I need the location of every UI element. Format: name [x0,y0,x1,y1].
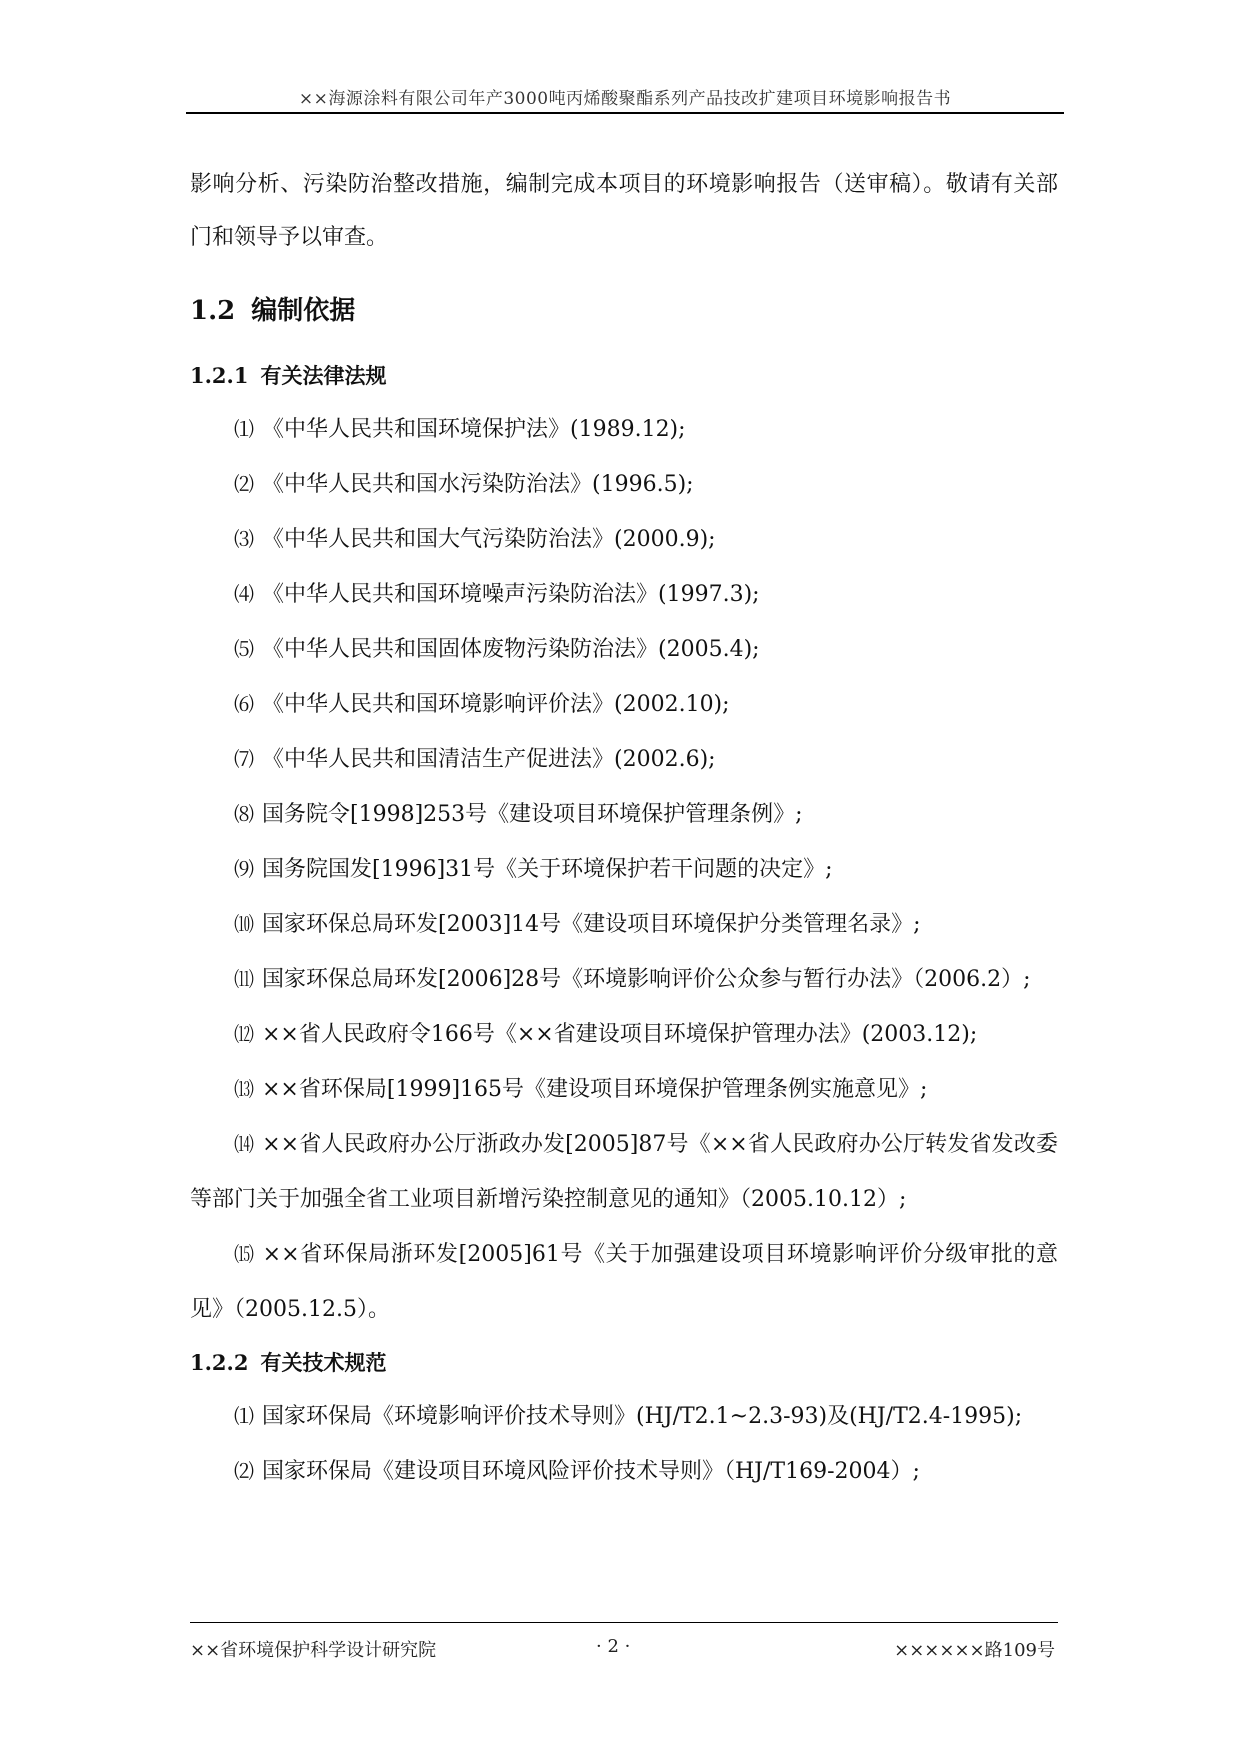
subsection-title: 有关技术规范 [260,1350,387,1375]
list-item [190,1227,1058,1337]
intro-paragraph: 影响分析、污染防治整改措施，编制完成本项目的环境影响报告（送审稿）。敬请有关部门和领导予以审查。 [190,172,1058,250]
section-title: 编制依据 [251,296,356,326]
item-marker: ⑷ [234,582,254,606]
item-text: 《中华人民共和国环境影响评价法》(2002.10); [262,692,730,717]
item-text: 《中华人民共和国固体废物污染防治法》(2005.4); [262,637,760,662]
item-text: 《中华人民共和国水污染防治法》(1996.5); [262,472,694,497]
item-marker: ⑴ [234,1404,254,1428]
item-text: 国务院国发[1996]31号《关于环境保护若干问题的决定》; [262,857,833,882]
item-text: 国家环保总局环发[2003]14号《建设项目环境保护分类管理名录》; [262,912,921,937]
item-marker: ⑼ [234,857,254,881]
list-item [190,787,1058,842]
list-item [190,897,1058,952]
item-text: 《中华人民共和国环境噪声污染防治法》(1997.3); [262,582,760,607]
item-marker: ⑸ [234,637,254,661]
laws-list [190,402,1058,1337]
subsection-heading-laws [190,350,1058,402]
standards-list [190,1389,1058,1499]
list-item [190,567,1058,622]
subsection-number: 1.2.2 [190,1350,249,1375]
item-marker: ⒀ [234,1077,254,1101]
section-heading [190,286,1058,336]
footer-address: ××××××路109号 [894,1640,1055,1661]
list-item [190,1389,1058,1444]
item-marker: ⑿ [234,1022,254,1046]
item-text: 国家环保局《环境影响评价技术导则》(HJ/T2.1~2.3-93)及(HJ/T2.4-1995); [262,1404,1023,1429]
subsection-number: 1.2.1 [190,363,249,388]
item-text: 《中华人民共和国大气污染防治法》(2000.9); [262,527,716,552]
section-number: 1.2 [190,296,236,326]
item-marker: ⑵ [234,1459,254,1483]
item-text: 《中华人民共和国清洁生产促进法》(2002.6); [262,747,716,772]
subsection-heading-standards [190,1337,1058,1389]
footer-divider [190,1622,1058,1623]
item-text: 国家环保局《建设项目环境风险评价技术导则》（HJ/T169-2004）; [262,1459,920,1484]
item-text: ××省环保局[1999]165号《建设项目环境保护管理条例实施意见》; [262,1077,928,1102]
list-item [190,1117,1058,1227]
page-number: · 2 · [596,1636,631,1657]
list-item [190,402,1058,457]
running-header: ××海源涂料有限公司年产3000吨丙烯酸聚酯系列产品技改扩建项目环境影响报告书 [298,89,952,109]
item-marker: ⑺ [234,747,254,771]
item-text: 《中华人民共和国环境保护法》(1989.12); [262,417,686,442]
list-item [190,512,1058,567]
item-marker: ⑻ [234,802,254,826]
list-item [190,1062,1058,1117]
item-text: ××省人民政府办公厅浙政办发[2005]87号《××省人民政府办公厅转发省发改委等部门关于加强全省工业项目新增污染控制意见的通知》（2005.10.12）; [190,1132,1059,1212]
subsection-title: 有关法律法规 [260,363,387,388]
list-item [190,677,1058,732]
list-item [190,732,1058,787]
item-text: ××省环保局浙环发[2005]61号《关于加强建设项目环境影响评价分级审批的意见》（2005.12.5）。 [190,1242,1058,1322]
item-marker: ⑹ [234,692,254,716]
item-text: 国家环保总局环发[2006]28号《环境影响评价公众参与暂行办法》（2006.2）; [262,967,1031,992]
header-divider [186,112,1064,114]
item-marker: ⑵ [234,472,254,496]
list-item [190,1007,1058,1062]
item-marker: ⑴ [234,417,254,441]
item-marker: ⑶ [234,527,254,551]
item-marker: ⑽ [234,912,254,936]
item-marker: ⒂ [234,1242,255,1266]
list-item [190,1444,1058,1499]
list-item [190,457,1058,512]
item-marker: ⒁ [234,1132,255,1156]
list-item [190,952,1058,1007]
list-item [190,622,1058,677]
item-text: ××省人民政府令166号《××省建设项目环境保护管理办法》(2003.12); [262,1022,978,1047]
item-marker: ⑾ [234,967,254,991]
page-body [190,158,1058,1499]
footer-institute: ××省环境保护科学设计研究院 [190,1640,437,1661]
list-item [190,842,1058,897]
item-text: 国务院令[1998]253号《建设项目环境保护管理条例》; [262,802,803,827]
